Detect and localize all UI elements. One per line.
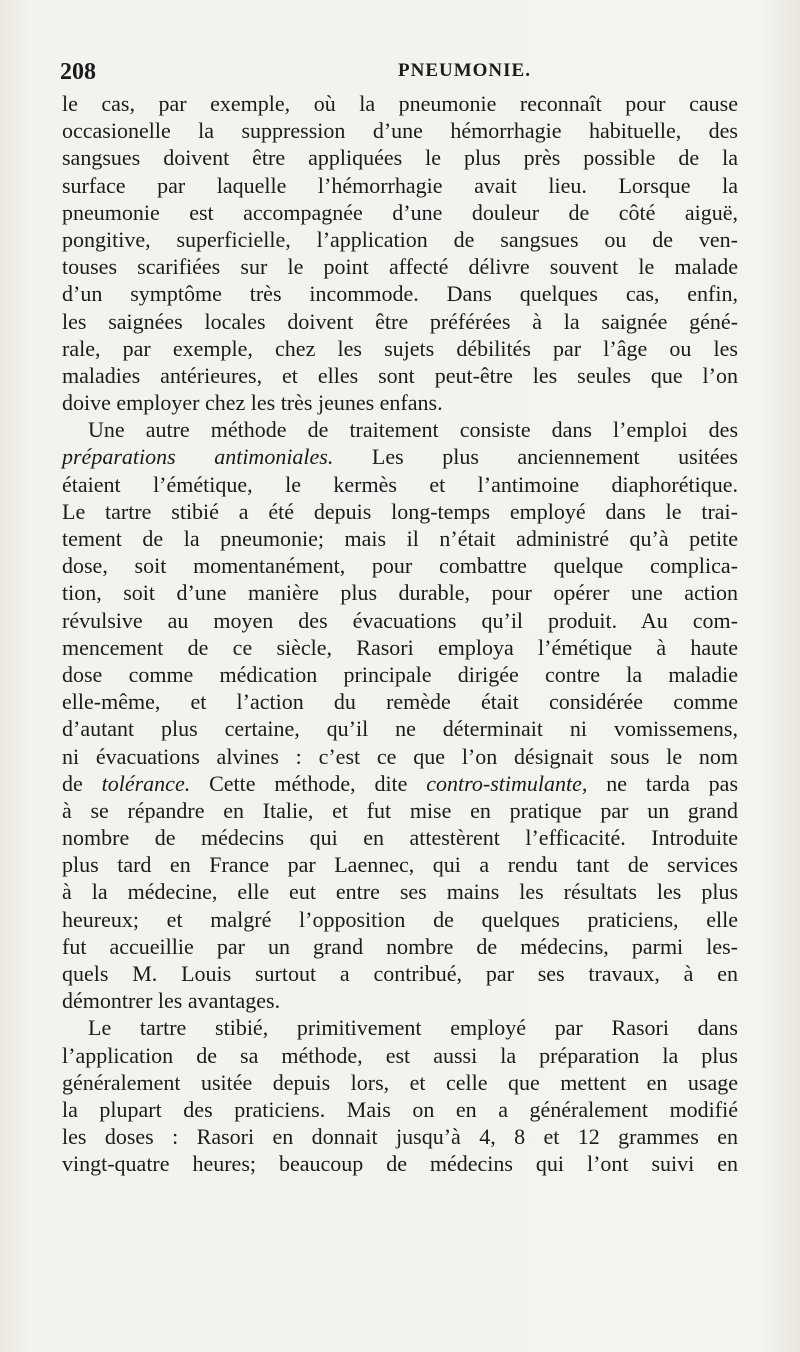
text-line: à la médecine, elle eut entre ses mains les résultats les plus	[62, 879, 738, 905]
text-line: fut accueillie par un grand nombre de médecins, parmi les-	[62, 933, 738, 959]
text-line: sangsues doivent être appliquées le plus près possible de la	[62, 145, 738, 171]
text-line: nombre de médecins qui en attestèrent l’efficacité. Introduite	[62, 825, 738, 851]
text-line: l’application de sa méthode, est aussi la préparation la plus	[62, 1042, 738, 1068]
text-segment: de	[62, 770, 102, 796]
text-line: occasionelle la suppression d’une hémorrhagie habituelle, des	[62, 118, 738, 144]
text-line-mixed	[62, 443, 738, 470]
text-line: à se répandre en Italie, et fut mise en pratique par un grand	[62, 797, 738, 823]
text-line: rale, par exemple, chez les sujets débilités par l’âge ou les	[62, 335, 738, 361]
text-line: quels M. Louis surtout a contribué, par ses travaux, à en	[62, 961, 738, 986]
text-line: démontrer les avantages.	[62, 988, 281, 1014]
text-line: doive employer chez les très jeunes enfans.	[62, 390, 443, 416]
text-line: dose comme médication principale dirigée contre la maladie	[62, 661, 738, 687]
text-line: pneumonie est accompagnée d’une douleur de côté aiguë,	[62, 199, 738, 225]
text-segment: Les plus anciennement usitées	[333, 444, 738, 470]
text-line: tement de la pneumonie; mais il n’était administré qu’à petite	[62, 526, 738, 551]
text-line: touses scarifiées sur le point affecté délivre souvent le malade	[62, 254, 738, 280]
text-line: les saignées locales doivent être préférées à la saignée géné-	[62, 308, 738, 334]
text-line: Le tartre stibié a été depuis long-temps employé dans le trai-	[62, 498, 738, 524]
text-line-mixed	[62, 770, 738, 797]
text-line: surface par laquelle l’hémorrhagie avait lieu. Lorsque la	[62, 172, 738, 198]
text-line: généralement usitée depuis lors, et celle que mettent en usage	[62, 1069, 738, 1095]
body-text	[62, 90, 738, 1178]
italic-phrase: contro-stimulante,	[426, 770, 588, 796]
text-line: vingt-quatre heures; beaucoup de médecins qui l’ont suivi en	[62, 1151, 738, 1177]
text-line: les doses : Rasori en donnait jusqu’à 4, 8 et 12 grammes en	[62, 1124, 738, 1150]
text-line: d’un symptôme très incommode. Dans quelques cas, enfin,	[62, 281, 738, 307]
text-line: d’autant plus certaine, qu’il ne déterminait ni vomissemens,	[62, 716, 738, 742]
running-title: PNEUMONIE.	[398, 60, 531, 81]
text-line: plus tard en France par Laennec, qui a rendu tant de services	[62, 852, 738, 878]
text-segment: Cette méthode, dite	[190, 770, 427, 796]
text-segment: ne tarda pas	[587, 770, 739, 796]
text-line: ni évacuations alvines : c’est ce que l’on désignait sous le nom	[62, 743, 738, 769]
text-line: mencement de ce siècle, Rasori employa l’émétique à haute	[62, 634, 738, 660]
text-line: étaient l’émétique, le kermès et l’antimoine diaphorétique.	[62, 471, 738, 497]
text-line: la plupart des praticiens. Mais on en a généralement modifié	[62, 1096, 738, 1122]
text-line: révulsive au moyen des évacuations qu’il produit. Au com-	[62, 607, 738, 633]
text-line: elle-même, et l’action du remède était considérée comme	[62, 689, 738, 715]
page-header	[60, 58, 740, 90]
text-line: le cas, par exemple, où la pneumonie reconnaît pour cause	[62, 91, 738, 116]
text-line: maladies antérieures, et elles sont peut-être les seules que l’on	[62, 362, 738, 388]
text-line: Une autre méthode de traitement consiste dans l’emploi des	[88, 417, 738, 443]
italic-phrase: tolérance.	[101, 770, 191, 796]
text-line: heureux; et malgré l’opposition de quelques praticiens, elle	[62, 906, 738, 932]
page-number: 208	[60, 59, 96, 85]
text-line: Le tartre stibié, primitivement employé par Rasori dans	[88, 1015, 738, 1041]
text-line: tion, soit d’une manière plus durable, pour opérer une action	[62, 580, 738, 606]
text-line: dose, soit momentanément, pour combattre quelque complica-	[62, 553, 738, 579]
text-line: pongitive, superficielle, l’application de sangsues ou de ven-	[62, 226, 738, 252]
italic-phrase: préparations antimoniales.	[62, 444, 334, 470]
